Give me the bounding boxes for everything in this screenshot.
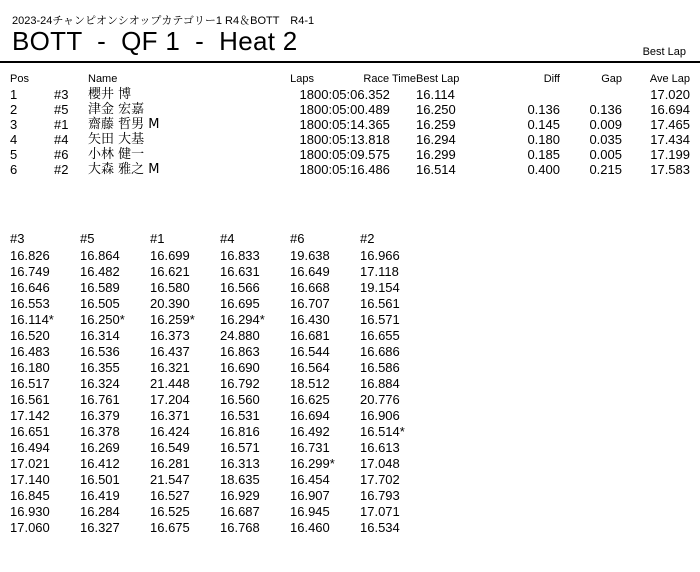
lap-time-cell: 16.864	[80, 248, 120, 263]
lap-time-cell: 16.690	[220, 360, 260, 375]
lap-time-cell: 16.281	[150, 456, 190, 471]
col-header-gap: Gap	[601, 73, 622, 85]
lap-row	[10, 424, 430, 440]
lap-time-cell: 16.514*	[360, 424, 405, 439]
lap-time-cell: 16.294*	[220, 312, 265, 327]
best-lap-cell: 16.294	[416, 132, 456, 147]
lap-row	[10, 312, 430, 328]
laps-cell: 18	[299, 87, 314, 102]
position-cell: 3	[10, 117, 18, 132]
lap-time-cell: 21.448	[150, 376, 190, 391]
results-row	[10, 117, 690, 132]
lap-time-cell: 16.580	[150, 280, 190, 295]
laps-cell: 18	[299, 162, 314, 177]
race-time-cell: 00:05:14.365	[314, 117, 390, 132]
lap-time-cell: 16.284	[80, 504, 120, 519]
lap-column-header: #6	[290, 231, 305, 246]
race-time-cell: 00:05:09.575	[314, 147, 390, 162]
lap-time-cell: 16.517	[10, 376, 50, 391]
lap-time-cell: 16.907	[290, 488, 330, 503]
col-header-diff: Diff	[543, 73, 560, 85]
lap-row	[10, 408, 430, 424]
col-header-race-time: Race Time	[363, 73, 416, 85]
lap-time-cell: 16.378	[80, 424, 120, 439]
ave-lap-cell: 17.020	[650, 87, 690, 102]
lap-time-cell: 16.527	[150, 488, 190, 503]
lap-time-cell: 16.560	[220, 392, 260, 407]
lap-time-cell: 16.571	[220, 440, 260, 455]
lap-time-cell: 16.655	[360, 328, 400, 343]
lap-time-cell: 16.646	[10, 280, 50, 295]
lap-time-cell: 16.454	[290, 472, 330, 487]
sort-label: Best Lap	[642, 46, 686, 58]
diff-cell	[486, 87, 560, 102]
lap-row	[10, 392, 430, 408]
lap-time-cell: 17.118	[360, 264, 399, 279]
results-table	[10, 72, 690, 177]
ave-lap-cell: 17.434	[650, 132, 690, 147]
position-cell: 4	[10, 132, 18, 147]
lap-row	[10, 328, 430, 344]
lap-time-cell: 16.327	[80, 520, 120, 535]
lap-time-cell: 16.501	[80, 472, 120, 487]
lap-time-cell: 16.906	[360, 408, 400, 423]
lap-time-cell: 20.390	[150, 296, 190, 311]
lap-time-cell: 16.531	[220, 408, 260, 423]
diff-cell: 0.180	[527, 132, 560, 147]
kart-number-cell: #1	[54, 117, 69, 132]
kart-number-cell: #2	[54, 162, 69, 177]
lap-time-cell: 16.460	[290, 520, 330, 535]
lap-time-cell: 16.321	[150, 360, 190, 375]
lap-time-cell: 16.749	[10, 264, 50, 279]
lap-time-cell: 16.259*	[150, 312, 195, 327]
col-header-name: Name	[88, 73, 118, 85]
lap-time-cell: 17.702	[360, 472, 400, 487]
lap-time-cell: 16.699	[150, 248, 190, 263]
lap-times-body	[10, 248, 430, 536]
gap-cell: 0.215	[589, 162, 622, 177]
lap-time-cell: 16.544	[290, 344, 330, 359]
lap-time-cell: 16.966	[360, 248, 400, 263]
position-cell: 5	[10, 147, 18, 162]
lap-time-cell: 16.945	[290, 504, 330, 519]
lap-row	[10, 488, 430, 504]
lap-column-header: #5	[80, 231, 95, 246]
lap-time-cell: 16.549	[150, 440, 190, 455]
laps-cell: 18	[299, 132, 314, 147]
lap-row	[10, 504, 430, 520]
kart-number-cell: #6	[54, 147, 69, 162]
lap-time-cell: 16.589	[80, 280, 120, 295]
laps-cell: 18	[299, 147, 314, 162]
lap-time-cell: 16.430	[290, 312, 330, 327]
lap-time-cell: 24.880	[220, 328, 260, 343]
lap-time-cell: 17.060	[10, 520, 50, 535]
kart-number-cell: #4	[54, 132, 69, 147]
lap-time-cell: 16.492	[290, 424, 330, 439]
driver-name-cell: 小林 健一	[88, 147, 145, 162]
lap-time-cell: 16.505	[80, 296, 120, 311]
lap-time-cell: 16.768	[220, 520, 260, 535]
lap-row	[10, 280, 430, 296]
lap-column-header: #1	[150, 231, 165, 246]
lap-time-cell: 16.586	[360, 360, 400, 375]
diff-cell: 0.136	[527, 102, 560, 117]
gap-cell: 0.009	[589, 117, 622, 132]
gap-cell	[560, 87, 622, 102]
lap-time-cell: 16.793	[360, 488, 400, 503]
col-header-laps: Laps	[290, 73, 314, 85]
race-time-cell: 00:05:16.486	[314, 162, 390, 177]
ave-lap-cell: 17.583	[650, 162, 690, 177]
lap-time-cell: 16.313	[220, 456, 260, 471]
lap-time-cell: 16.731	[290, 440, 330, 455]
driver-name-cell: 齋藤 哲男 M	[88, 117, 160, 132]
results-row	[10, 147, 690, 162]
lap-time-cell: 16.324	[80, 376, 120, 391]
lap-time-cell: 16.299*	[290, 456, 335, 471]
lap-time-cell: 16.649	[290, 264, 330, 279]
lap-time-cell: 17.204	[150, 392, 190, 407]
lap-time-cell: 16.437	[150, 344, 190, 359]
results-body	[10, 87, 690, 177]
header-divider	[0, 61, 700, 63]
lap-time-cell: 16.681	[290, 328, 330, 343]
lap-time-cell: 16.379	[80, 408, 120, 423]
diff-cell: 0.185	[527, 147, 560, 162]
lap-time-cell: 16.371	[150, 408, 190, 423]
position-cell: 6	[10, 162, 18, 177]
lap-row	[10, 264, 430, 280]
best-lap-cell: 16.250	[416, 102, 456, 117]
lap-time-cell: 16.536	[80, 344, 120, 359]
lap-time-cell: 16.180	[10, 360, 50, 375]
results-row	[10, 132, 690, 147]
lap-time-cell: 16.675	[150, 520, 190, 535]
lap-time-cell: 16.520	[10, 328, 50, 343]
kart-number-cell: #3	[54, 87, 69, 102]
laps-cell: 18	[299, 102, 314, 117]
best-lap-cell: 16.259	[416, 117, 456, 132]
lap-time-cell: 17.140	[10, 472, 50, 487]
lap-time-cell: 16.863	[220, 344, 260, 359]
lap-time-cell: 16.761	[80, 392, 120, 407]
race-time-cell: 00:05:00.489	[314, 102, 390, 117]
lap-time-cell: 16.424	[150, 424, 190, 439]
lap-row	[10, 376, 430, 392]
race-time-cell: 00:05:13.818	[314, 132, 390, 147]
lap-time-cell: 16.930	[10, 504, 50, 519]
results-header-row	[10, 72, 690, 87]
lap-time-cell: 16.314	[80, 328, 120, 343]
lap-time-cell: 16.621	[150, 264, 190, 279]
lap-time-cell: 18.635	[220, 472, 260, 487]
gap-cell: 0.035	[589, 132, 622, 147]
lap-time-cell: 19.638	[290, 248, 330, 263]
lap-times-table	[10, 230, 430, 536]
lap-time-cell: 17.071	[360, 504, 400, 519]
driver-name-cell: 津金 宏嘉	[88, 102, 145, 117]
lap-time-cell: 16.564	[290, 360, 330, 375]
lap-row	[10, 360, 430, 376]
lap-column-header: #2	[360, 231, 375, 246]
gap-cell: 0.136	[589, 102, 622, 117]
results-row	[10, 87, 690, 102]
page-title: BOTT - QF 1 - Heat 2	[12, 26, 298, 56]
results-row	[10, 102, 690, 117]
diff-cell: 0.400	[527, 162, 560, 177]
lap-time-cell: 19.154	[360, 280, 400, 295]
lap-row	[10, 520, 430, 536]
lap-time-cell: 16.571	[360, 312, 400, 327]
gap-cell: 0.005	[589, 147, 622, 162]
lap-time-cell: 18.512	[290, 376, 330, 391]
lap-time-cell: 16.561	[10, 392, 50, 407]
driver-name-cell: 櫻井 博	[88, 87, 132, 102]
lap-time-cell: 16.355	[80, 360, 120, 375]
lap-row	[10, 344, 430, 360]
lap-row	[10, 472, 430, 488]
position-cell: 1	[10, 87, 18, 102]
lap-time-cell: 16.561	[360, 296, 400, 311]
kart-number-cell: #5	[54, 102, 69, 117]
lap-time-cell: 17.048	[360, 456, 400, 471]
lap-row	[10, 296, 430, 312]
lap-time-cell: 16.534	[360, 520, 400, 535]
lap-time-cell: 16.250*	[80, 312, 125, 327]
lap-time-cell: 16.884	[360, 376, 400, 391]
lap-time-cell: 16.826	[10, 248, 50, 263]
lap-time-cell: 16.412	[80, 456, 120, 471]
best-lap-cell: 16.114	[416, 87, 455, 102]
lap-time-cell: 16.651	[10, 424, 50, 439]
results-row	[10, 162, 690, 177]
col-header-number	[54, 72, 88, 87]
lap-time-cell: 16.833	[220, 248, 260, 263]
col-header-pos: Pos	[10, 73, 29, 85]
lap-time-cell: 16.816	[220, 424, 260, 439]
best-lap-cell: 16.299	[416, 147, 456, 162]
lap-time-cell: 16.929	[220, 488, 260, 503]
lap-time-cell: 16.694	[290, 408, 330, 423]
lap-time-cell: 16.566	[220, 280, 260, 295]
lap-time-cell: 16.525	[150, 504, 190, 519]
driver-name-cell: 矢田 大基	[88, 132, 145, 147]
lap-time-cell: 16.419	[80, 488, 120, 503]
lap-time-cell: 20.776	[360, 392, 400, 407]
lap-row	[10, 456, 430, 472]
lap-time-cell: 16.668	[290, 280, 330, 295]
col-header-best-lap: Best Lap	[416, 73, 460, 85]
lap-time-cell: 17.021	[10, 456, 50, 471]
lap-time-cell: 17.142	[10, 408, 50, 423]
lap-times-header-row	[10, 230, 430, 248]
col-header-ave-lap: Ave Lap	[649, 73, 690, 85]
driver-name-cell: 大森 雅之 M	[88, 162, 160, 177]
lap-time-cell: 16.686	[360, 344, 400, 359]
event-subtitle: 2023-24チャンピオンシオップカテゴリー1 R4＆BOTT R4-1	[12, 15, 315, 27]
lap-column-header: #3	[10, 231, 25, 246]
lap-time-cell: 16.631	[220, 264, 260, 279]
lap-time-cell: 21.547	[150, 472, 190, 487]
lap-time-cell: 16.373	[150, 328, 190, 343]
lap-time-cell: 16.625	[290, 392, 330, 407]
lap-time-cell: 16.695	[220, 296, 260, 311]
lap-time-cell: 16.114*	[10, 312, 54, 327]
lap-time-cell: 16.269	[80, 440, 120, 455]
lap-time-cell: 16.707	[290, 296, 330, 311]
race-time-cell: 00:05:06.352	[314, 87, 390, 102]
lap-time-cell: 16.792	[220, 376, 260, 391]
lap-row	[10, 440, 430, 456]
ave-lap-cell: 17.199	[650, 147, 690, 162]
lap-time-cell: 16.613	[360, 440, 400, 455]
lap-row	[10, 248, 430, 264]
laps-cell: 18	[299, 117, 314, 132]
lap-time-cell: 16.483	[10, 344, 50, 359]
lap-time-cell: 16.687	[220, 504, 260, 519]
ave-lap-cell: 17.465	[650, 117, 690, 132]
lap-time-cell: 16.845	[10, 488, 50, 503]
lap-time-cell: 16.553	[10, 296, 50, 311]
best-lap-cell: 16.514	[416, 162, 456, 177]
lap-time-cell: 16.482	[80, 264, 120, 279]
lap-column-header: #4	[220, 231, 235, 246]
ave-lap-cell: 16.694	[650, 102, 690, 117]
lap-time-cell: 16.494	[10, 440, 50, 455]
diff-cell: 0.145	[527, 117, 560, 132]
position-cell: 2	[10, 102, 18, 117]
